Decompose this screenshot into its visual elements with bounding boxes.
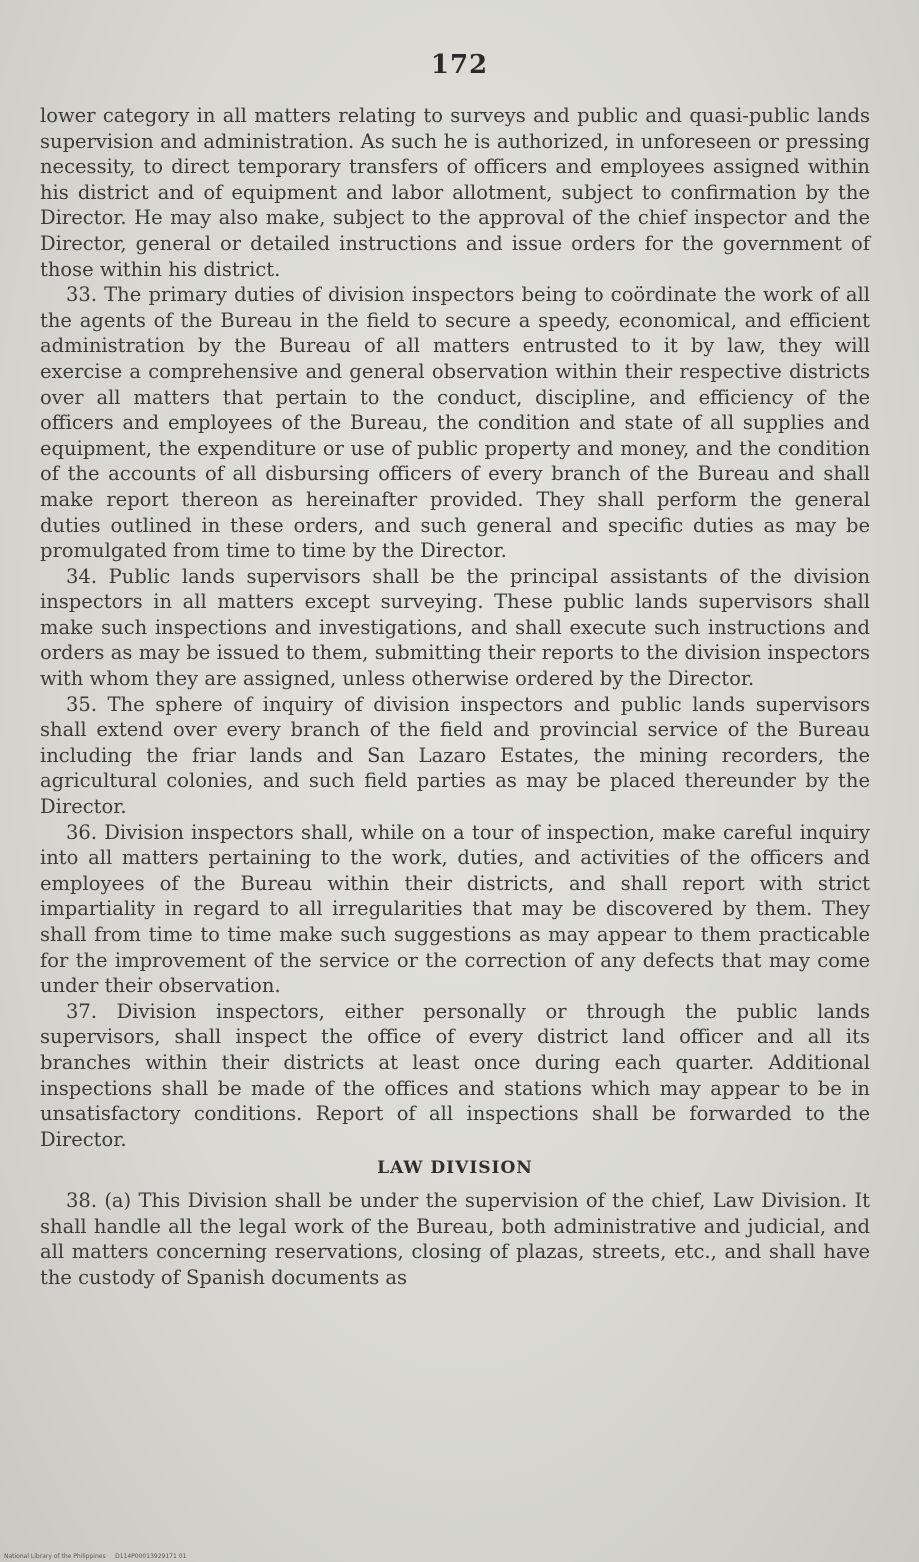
paragraph-continuation: lower category in all matters relating to surveys and public and quasi-public lands supervision and administration. As such he is authorized, in unforeseen or pressing necessity, to direct temporary transfers of officers and employees assigned within his district and of equipment and labor allotment, subject to confirmation by the Director. He may also make, subject to the approval of the chief inspector and the Director, general or detailed instructions and issue orders for the government of those within his district. [40, 104, 870, 281]
page-number: 172 [430, 50, 489, 80]
body-text [40, 103, 870, 1290]
paragraph-37: 37. Division inspectors, either personally or through the public lands supervisors, shall inspect the office of every district land officer and all its branches within their districts at least once during each quarter. Additional inspections shall be made of the offices and stations which may appear to be in unsatisfactory conditions. Report of all inspections shall be forwarded to the Director. [40, 999, 870, 1151]
paragraph-34: 34. Public lands supervisors shall be the principal assistants of the division inspectors in all matters except surveying. These public lands supervisors shall make such inspections and investigations, and shall execute such instructions and orders as may be issued to them, submitting their reports to the division inspectors with whom they are assigned, unless otherwise ordered by the Director. [40, 564, 870, 691]
paragraph-38: 38. (a) This Division shall be under the supervision of the chief, Law Division. It shall handle all the legal work of the Bureau, both administrative and judicial, and all matters concerning reservations, closing of plazas, streets, etc., and shall have the custody of Spanish documents as [40, 1188, 870, 1289]
paragraph-33: 33. The primary duties of division inspectors being to coördinate the work of all the agents of the Bureau in the field to secure a speedy, economical, and efficient administration by the Bureau of all matters entrusted to it by law, they will exercise a comprehensive and general observation within their respective districts over all matters that pertain to the conduct, discipline, and efficiency of the officers and employees of the Bureau, the condition and state of all supplies and equipment, the expenditure or use of public property and money, and the condition of the accounts of all disbursing officers of every branch of the Bureau and shall make report thereon as hereinafter provided. They shall perform the general duties outlined in these orders, and such general and specific duties as may be promulgated from time to time by the Director. [40, 283, 870, 563]
paragraph-35: 35. The sphere of inquiry of division inspectors and public lands supervisors shall extend over every branch of the field and provincial service of the Bureau including the friar lands and San Lazaro Estates, the mining recorders, the agricultural colonies, and such field parties as may be placed thereunder by the Director. [40, 692, 870, 819]
paragraph-36: 36. Division inspectors shall, while on a tour of inspection, make careful inquiry into all matters pertaining to the work, duties, and activities of the officers and employees of the Bureau within their districts, and shall report with strict impartiality in regard to all irregularities that may be discovered by them. They shall from time to time make such suggestions as may appear to them practicable for the improvement of the service or the correction of any defects that may come under their observation. [40, 820, 870, 998]
section-heading-law-division: LAW DIVISION [377, 1158, 533, 1179]
scan-footer: National Library of the Philippines D114P00013929171 01 [4, 1553, 187, 1560]
